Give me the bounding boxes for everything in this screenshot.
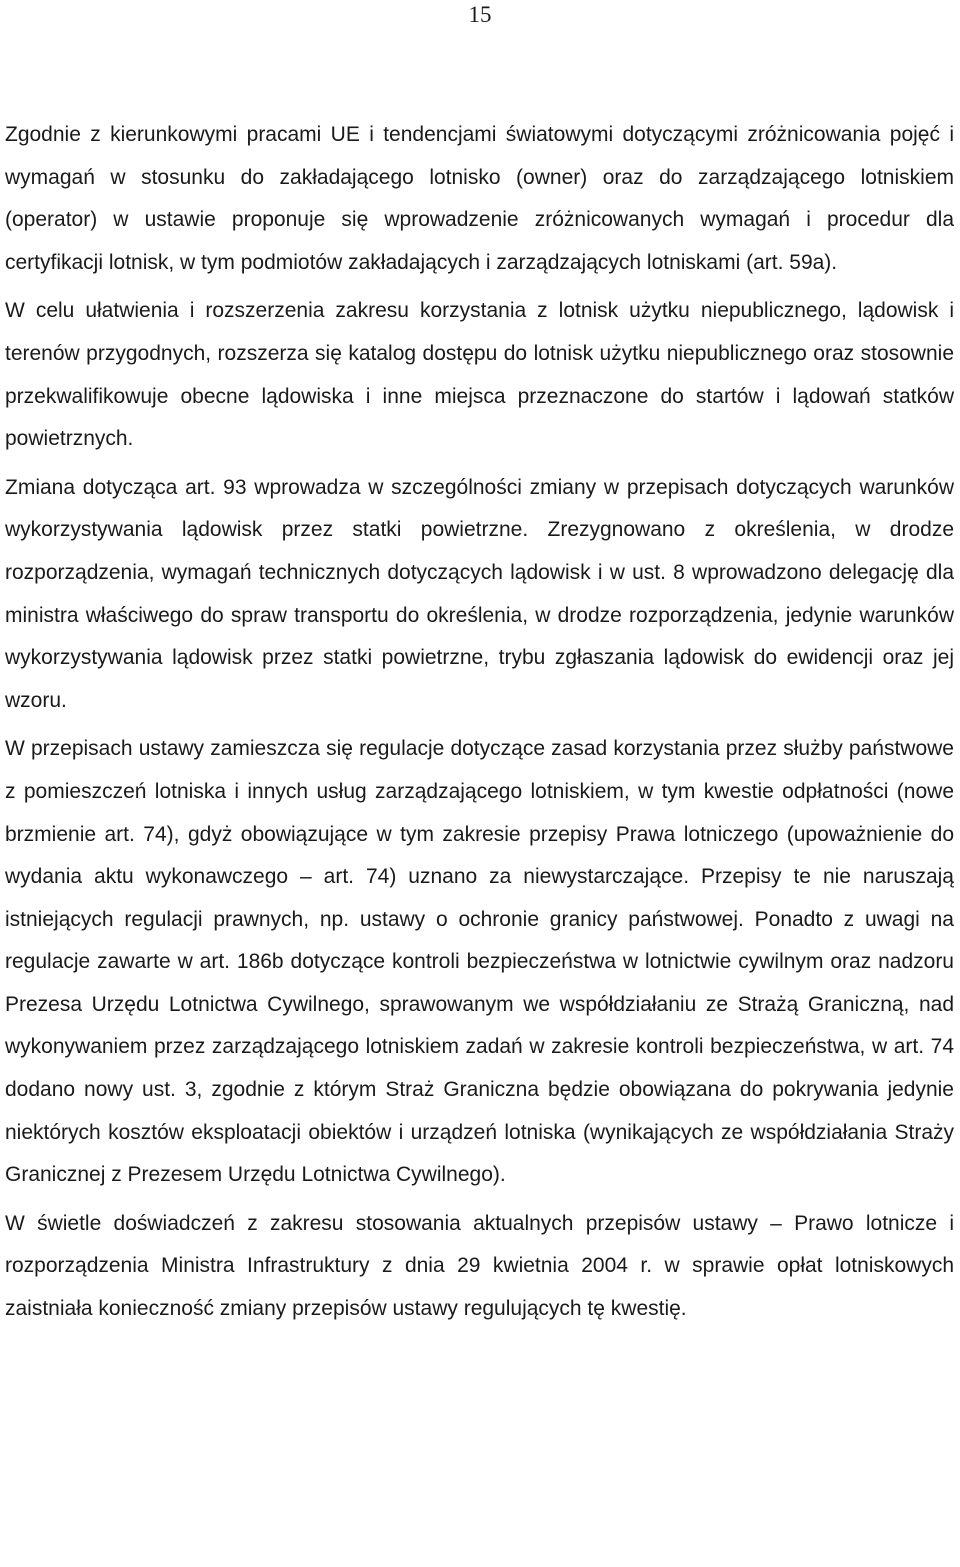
paragraph-state-services: W przepisach ustawy zamieszcza się regulacje dotyczące zasad korzystania przez służby państwowe z pomieszczeń lotniska i innych usług zarządzającego lotniskiem, w tym kwestie odpłatności (nowe brzmienie art. 74), gdyż obowiązujące w tym zakresie przepisy Prawa lotniczego (upoważnienie do wydania aktu wykonawczego – art. 74) uznano za niewystarczające. Przepisy te nie naruszają istniejących regulacji prawnych, np. ustawy o ochronie granicy państwowej. Ponadto z uwagi na regulacje zawarte w art. 186b dotyczące kontroli bezpieczeństwa w lotnictwie cywilnym oraz nadzoru Prezesa Urzędu Lotnictwa Cywilnego, sprawowanym we współdziałaniu ze Strażą Graniczną, nad wykonywaniem przez zarządzającego lotniskiem zadań w zakresie kontroli bezpieczeństwa, w art. 74 dodano nowy ust. 3, zgodnie z którym Straż Graniczna będzie obowiązana do pokrywania jedynie niektórych kosztów eksploatacji obiektów i urządzeń lotniska (wynikających ze współdziałania Straży Granicznej z Prezesem Urzędu Lotnictwa Cywilnego). [5,737,954,1187]
paragraph-certification: Zgodnie z kierunkowymi pracami UE i tendencjami światowymi dotyczącymi zróżnicowania pojęć i wymagań w stosunku do zakładającego lotnisko (owner) oraz do zarządzającego lotniskiem (operator) w ustawie proponuje się wprowadzenie zróżnicowanych wymagań i procedur dla certyfikacji lotnisk, w tym podmiotów zakładających i zarządzających lotniskami (art. 59a). [5,123,954,274]
document-body [5,114,954,1331]
paragraph-airport-fees: W świetle doświadczeń z zakresu stosowania aktualnych przepisów ustawy – Prawo lotnicze i rozporządzenia Ministra Infrastruktury z dnia 29 kwietnia 2004 r. w sprawie opłat lotniskowych zaistniała konieczność zmiany przepisów ustawy regulujących tę kwestię. [5,1211,954,1321]
paragraph-non-public-airports: W celu ułatwienia i rozszerzenia zakresu korzystania z lotnisk użytku niepublicznego, lądowisk i terenów przygodnych, rozszerza się katalog dostępu do lotnisk użytku niepublicznego oraz stosownie przekwalifikowuje obecne lądowiska i inne miejsca przeznaczone do startów i lądowań statków powietrznych. [5,299,954,451]
paragraph-landing-sites: Zmiana dotycząca art. 93 wprowadza w szczególności zmiany w przepisach dotyczących warunków wykorzystywania lądowisk przez statki powietrzne. Zrezygnowano z określenia, w drodze rozporządzenia, wymagań technicznych dotyczących lądowisk i w ust. 8 wprowadzono delegację dla ministra właściwego do spraw transportu do określenia, w drodze rozporządzenia, jedynie warunków wykorzystywania lądowisk przez statki powietrzne, trybu zgłaszania lądowisk do ewidencji oraz jej wzoru. [5,475,954,712]
page-number: 15 [468,2,492,27]
